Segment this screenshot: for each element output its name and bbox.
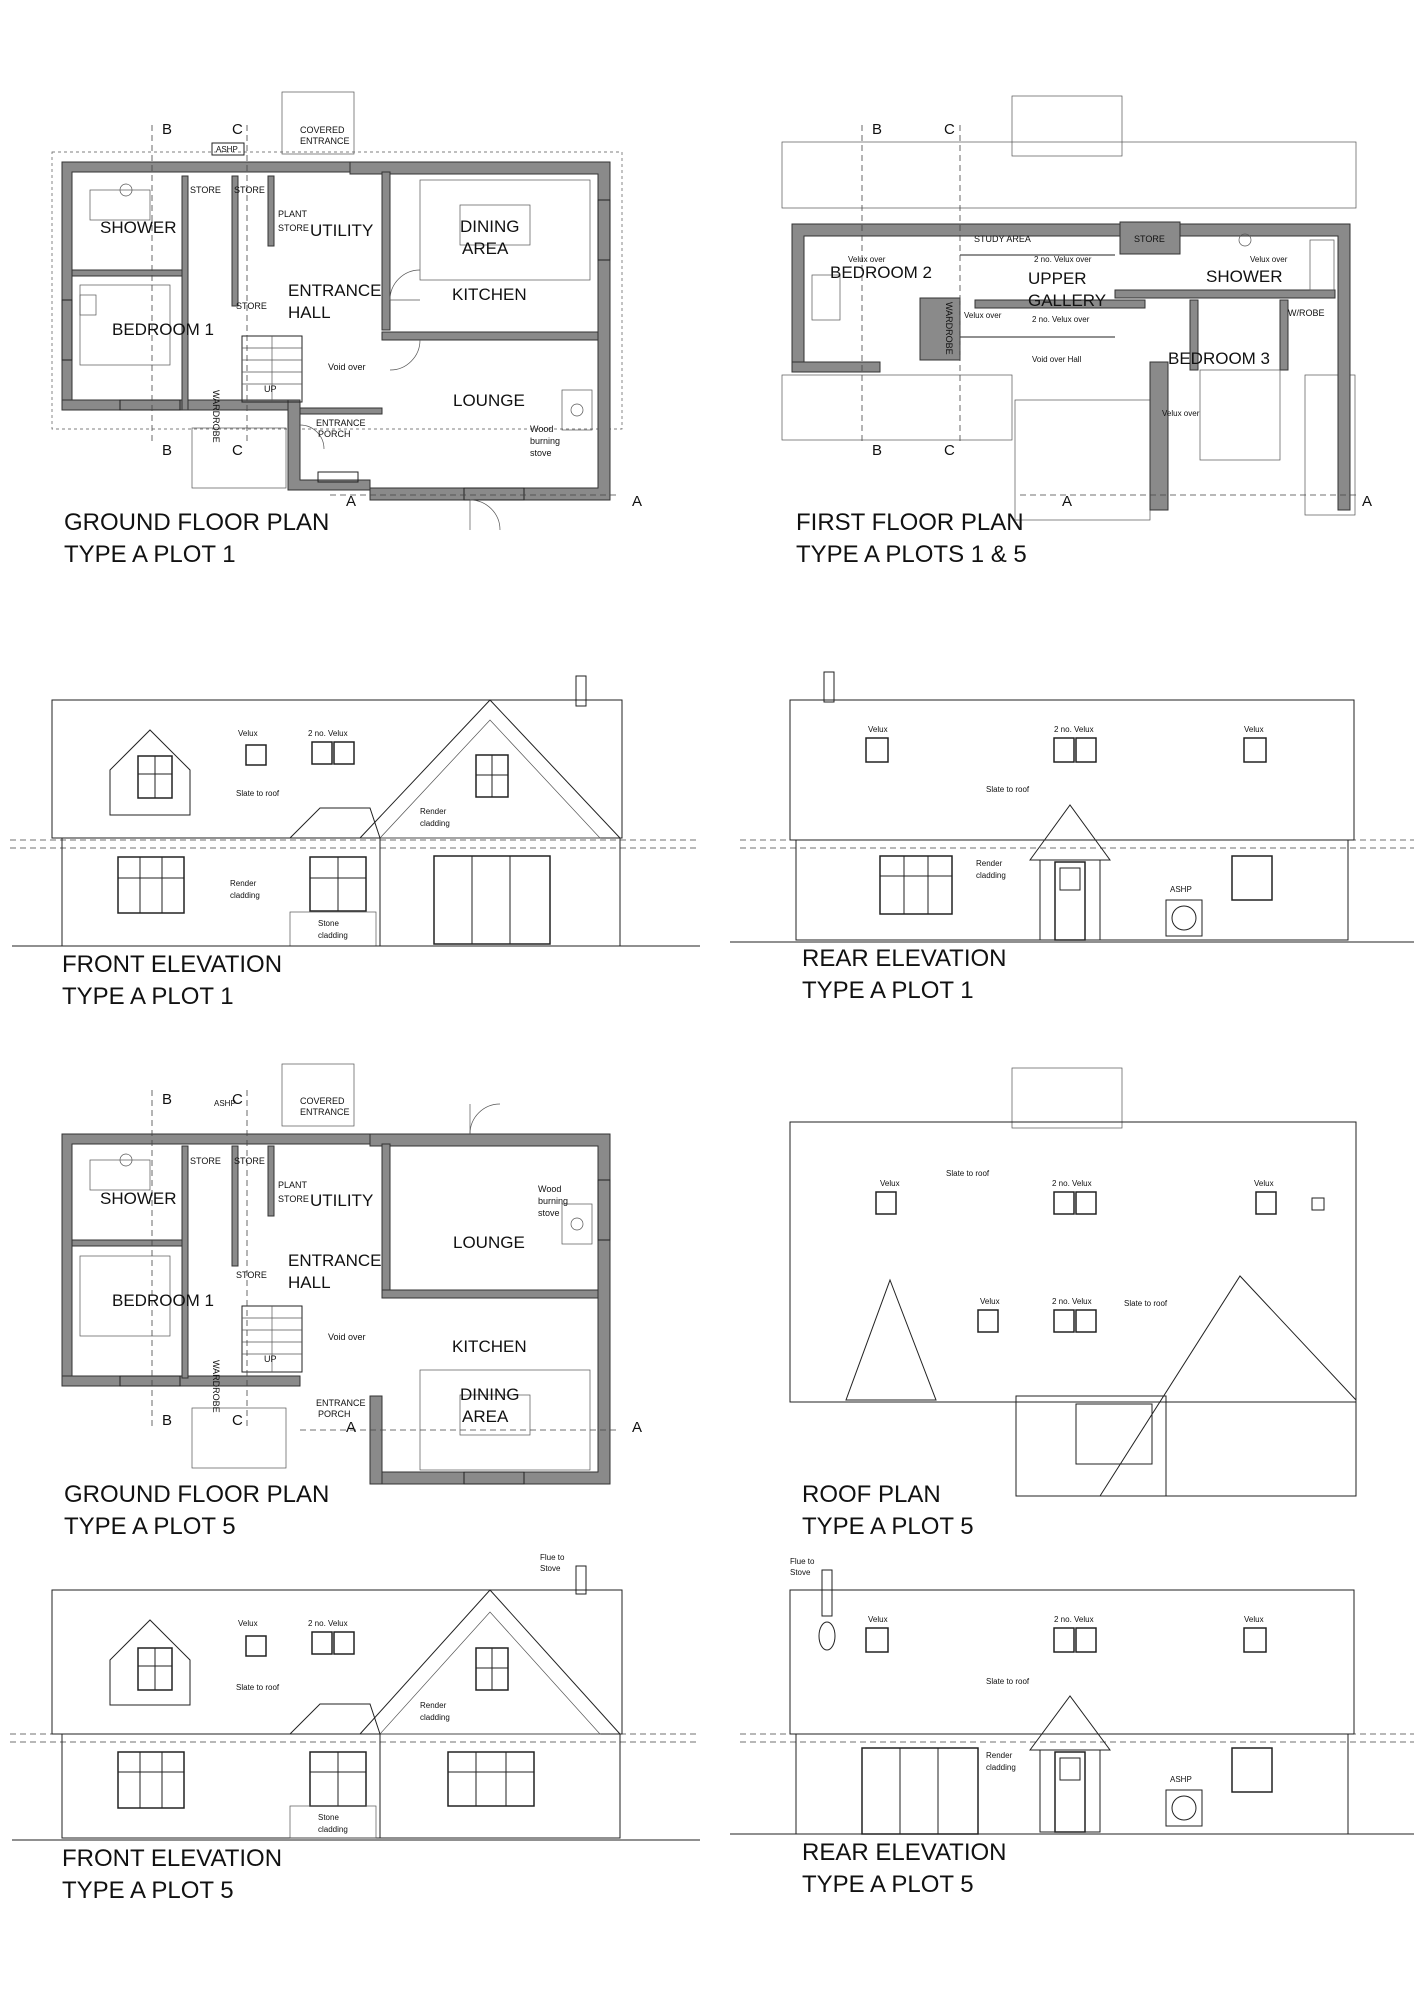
room-label: STORE: [236, 1270, 267, 1280]
ashp-label: ASHP: [1170, 1775, 1192, 1784]
room-label: ENTRANCE: [316, 418, 366, 428]
ground-floor-plan-plot-5: [62, 1064, 642, 1484]
material-note: Slate to roof: [236, 789, 280, 798]
material-note: cladding: [230, 891, 260, 900]
room-label-upper-gallery: UPPER: [1028, 269, 1087, 288]
room-label-bedroom-1: BEDROOM 1: [112, 320, 215, 339]
rear-elevation-plot-1: [730, 672, 1414, 942]
section-mark-c: C: [232, 121, 243, 138]
flue-note: Flue to: [790, 1557, 815, 1566]
caption-title: FRONT ELEVATION: [62, 951, 283, 978]
material-note: Slate to roof: [986, 1677, 1030, 1686]
room-label-entrance-hall: HALL: [288, 303, 331, 322]
material-note: Slate to roof: [236, 1683, 280, 1692]
velux-note: Velux: [1254, 1179, 1274, 1188]
velux-note: Velux: [880, 1179, 900, 1188]
caption-subtitle: TYPE A PLOT 5: [802, 1513, 974, 1540]
section-mark-a: A: [346, 1419, 357, 1436]
room-label: PLANT: [278, 1180, 308, 1190]
section-mark-b: B: [162, 121, 173, 138]
velux-note: Velux: [868, 1615, 888, 1624]
caption-title: REAR ELEVATION: [802, 945, 1007, 972]
caption-subtitle: TYPE A PLOT 5: [802, 1871, 974, 1898]
section-mark-c: C: [232, 1412, 243, 1429]
material-note: Stone: [318, 919, 339, 928]
ashp-label: ASHP: [216, 145, 238, 154]
section-mark-a: A: [1062, 493, 1073, 510]
material-note: cladding: [318, 931, 348, 940]
velux-note: 2 no. Velux over: [1034, 255, 1092, 264]
section-mark-c: C: [944, 121, 955, 138]
room-label: STORE: [234, 185, 265, 195]
caption-subtitle: TYPE A PLOTS 1 & 5: [796, 541, 1027, 568]
caption-subtitle: TYPE A PLOT 1: [62, 983, 234, 1010]
material-note: Slate to roof: [1124, 1299, 1168, 1308]
ground-floor-plan-plot-1: [52, 92, 642, 530]
room-label-shower: SHOWER: [100, 1189, 177, 1208]
room-label-shower: SHOWER: [100, 218, 177, 237]
stove-label: burning: [530, 436, 561, 446]
room-label-shower: SHOWER: [1206, 267, 1283, 286]
velux-note: 2 no. Velux: [1054, 1615, 1094, 1624]
section-mark-a: A: [1362, 493, 1373, 510]
section-mark-b: B: [162, 1091, 173, 1108]
velux-note: Velux over: [1250, 255, 1288, 264]
wardrobe-label: WARDROBE: [944, 302, 954, 355]
first-floor-plan: [782, 96, 1372, 520]
velux-note: Velux over: [848, 255, 886, 264]
void-label: Void over: [328, 1332, 366, 1342]
velux-note: 2 no. Velux: [308, 729, 348, 738]
velux-note: Velux: [868, 725, 888, 734]
caption-title: GROUND FLOOR PLAN: [64, 1481, 330, 1508]
wardrobe-label: WARDROBE: [211, 390, 221, 443]
velux-note: Velux: [238, 1619, 258, 1628]
velux-note: Velux: [1244, 725, 1264, 734]
material-note: Render: [420, 1701, 447, 1710]
front-elevation-plot-1: [10, 676, 700, 946]
material-note: Slate to roof: [986, 785, 1030, 794]
room-label: ENTRANCE: [300, 136, 350, 146]
velux-note: Velux: [1244, 1615, 1264, 1624]
caption-title: ROOF PLAN: [802, 1481, 941, 1508]
velux-note: Velux: [238, 729, 258, 738]
material-note: cladding: [318, 1825, 348, 1834]
room-label: W/ROBE: [1288, 308, 1325, 318]
material-note: Render: [976, 859, 1003, 868]
material-note: cladding: [420, 1713, 450, 1722]
section-mark-b: B: [162, 1412, 173, 1429]
room-label-utility: UTILITY: [310, 221, 374, 240]
ashp-label: ASHP: [214, 1099, 236, 1108]
room-label: STORE: [234, 1156, 265, 1166]
room-label: ENTRANCE: [300, 1107, 350, 1117]
room-label: PORCH: [318, 1409, 351, 1419]
velux-note: Velux over: [964, 311, 1002, 320]
velux-note: Velux over: [1162, 409, 1200, 418]
room-label-upper-gallery: GALLERY: [1028, 291, 1107, 310]
stair-label: UP: [264, 384, 277, 394]
room-label-bedroom-1: BEDROOM 1: [112, 1291, 215, 1310]
room-label: STORE: [236, 301, 267, 311]
caption-subtitle: TYPE A PLOT 5: [64, 1513, 236, 1540]
room-label: STORE: [278, 223, 309, 233]
room-label-kitchen: KITCHEN: [452, 285, 527, 304]
section-mark-c: C: [944, 442, 955, 459]
section-mark-a: A: [632, 493, 643, 510]
room-label-utility: UTILITY: [310, 1191, 374, 1210]
room-label-dining: DINING: [460, 217, 520, 236]
section-mark-c: C: [232, 1091, 243, 1108]
room-label-lounge: LOUNGE: [453, 1233, 525, 1252]
room-label: STORE: [1134, 234, 1165, 244]
stove-label: Wood: [538, 1184, 562, 1194]
flue-note: Flue to: [540, 1553, 565, 1562]
velux-note: Velux: [980, 1297, 1000, 1306]
flue-note: Stove: [790, 1568, 811, 1577]
roof-plan-plot-5: [790, 1068, 1356, 1496]
room-label-dining: AREA: [462, 239, 509, 258]
room-label: PLANT: [278, 209, 308, 219]
room-label: ENTRANCE: [316, 1398, 366, 1408]
room-label-bedroom-2: BEDROOM 2: [830, 263, 933, 282]
material-note: cladding: [986, 1763, 1016, 1772]
section-mark-b: B: [872, 442, 883, 459]
room-label: STORE: [190, 1156, 221, 1166]
room-label: COVERED: [300, 1096, 345, 1106]
stair-label: UP: [264, 1354, 277, 1364]
flue-note: Stove: [540, 1564, 561, 1573]
room-label: COVERED: [300, 125, 345, 135]
caption-title: FIRST FLOOR PLAN: [796, 509, 1024, 536]
material-note: cladding: [976, 871, 1006, 880]
material-note: Render: [230, 879, 257, 888]
velux-note: 2 no. Velux: [1054, 725, 1094, 734]
material-note: Render: [986, 1751, 1013, 1760]
room-label-entrance-hall: ENTRANCE: [288, 1251, 382, 1270]
room-label: STORE: [278, 1194, 309, 1204]
velux-note: 2 no. Velux: [1052, 1179, 1092, 1188]
velux-note: 2 no. Velux: [1052, 1297, 1092, 1306]
room-label-dining: DINING: [460, 1385, 520, 1404]
room-label-entrance-hall: ENTRANCE: [288, 281, 382, 300]
room-label: PORCH: [318, 429, 351, 439]
caption-subtitle: TYPE A PLOT 5: [62, 1877, 234, 1904]
section-mark-b: B: [872, 121, 883, 138]
caption-subtitle: TYPE A PLOT 1: [802, 977, 974, 1004]
stove-label: stove: [530, 448, 552, 458]
stove-label: burning: [538, 1196, 569, 1206]
velux-note: 2 no. Velux: [308, 1619, 348, 1628]
room-label-lounge: LOUNGE: [453, 391, 525, 410]
room-label-dining: AREA: [462, 1407, 509, 1426]
ashp-label: ASHP: [1170, 885, 1192, 894]
section-mark-a: A: [346, 493, 357, 510]
room-label-entrance-hall: HALL: [288, 1273, 331, 1292]
caption-title: GROUND FLOOR PLAN: [64, 509, 330, 536]
room-label: STORE: [190, 185, 221, 195]
stove-label: Wood: [530, 424, 554, 434]
caption-title: FRONT ELEVATION: [62, 1845, 283, 1872]
void-label: Void over: [328, 362, 366, 372]
void-label: Void over Hall: [1032, 355, 1082, 364]
material-note: Slate to roof: [946, 1169, 990, 1178]
rear-elevation-plot-5: [730, 1557, 1414, 1834]
stove-label: stove: [538, 1208, 560, 1218]
room-label: STUDY AREA: [974, 234, 1031, 244]
section-mark-c: C: [232, 442, 243, 459]
velux-note: 2 no. Velux over: [1032, 315, 1090, 324]
room-label-kitchen: KITCHEN: [452, 1337, 527, 1356]
material-note: Render: [420, 807, 447, 816]
caption-title: REAR ELEVATION: [802, 1839, 1007, 1866]
section-mark-a: A: [632, 1419, 643, 1436]
caption-subtitle: TYPE A PLOT 1: [64, 541, 236, 568]
material-note: Stone: [318, 1813, 339, 1822]
wardrobe-label: WARDROBE: [211, 1360, 221, 1413]
section-mark-b: B: [162, 442, 173, 459]
material-note: cladding: [420, 819, 450, 828]
front-elevation-plot-5: [10, 1553, 700, 1840]
room-label-bedroom-3: BEDROOM 3: [1168, 349, 1271, 368]
